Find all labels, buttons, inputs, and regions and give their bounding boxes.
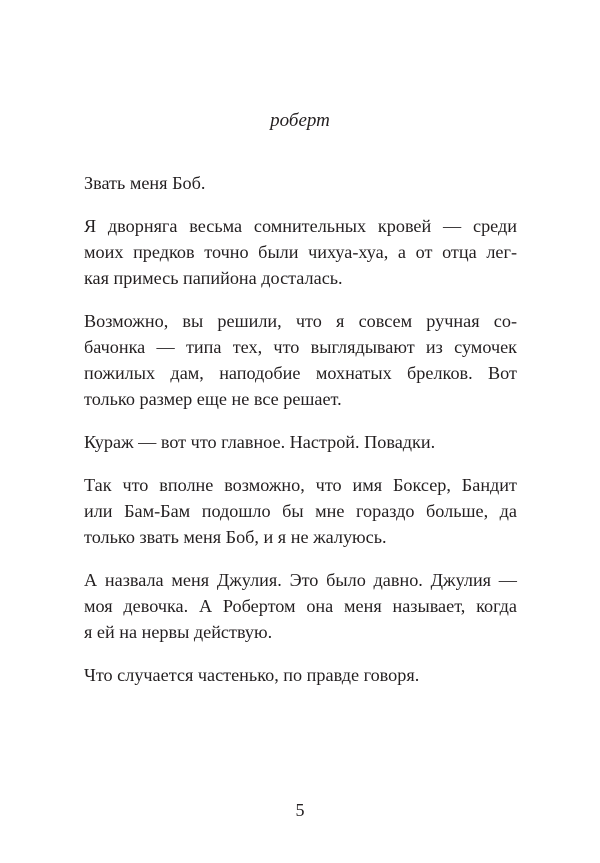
- text-line: Звать меня Боб.: [84, 173, 206, 193]
- text-line: Что случается частенько, по правде говоря.: [84, 665, 420, 685]
- paragraph: [84, 472, 517, 550]
- text-line: я ей на нервы действую.: [84, 622, 273, 642]
- text-line: моя девочка. А Робертом она меня называет, когда: [84, 596, 517, 616]
- text-line: Кураж — вот что главное. Настрой. Повадки.: [84, 432, 436, 452]
- paragraph: [84, 662, 517, 688]
- text-line: только звать меня Боб, и я не жалуюсь.: [84, 527, 387, 547]
- paragraph: [84, 170, 517, 196]
- text-line: бачонка — типа тех, что выглядывают из сумочек: [84, 337, 517, 357]
- paragraph: [84, 429, 517, 455]
- paragraph: [84, 567, 517, 645]
- body-text: [84, 170, 517, 705]
- paragraph: [84, 308, 517, 412]
- text-line: А назвала меня Джулия. Это было давно. Джулия —: [84, 570, 517, 590]
- text-line: пожилых дам, наподобие мохнатых брелков. Вот: [84, 363, 517, 383]
- page-number: 5: [295, 800, 305, 820]
- paragraph: [84, 213, 517, 291]
- chapter-title: роберт: [270, 110, 330, 131]
- text-line: или Бам-Бам подошло бы мне гораздо больше, да: [84, 501, 517, 521]
- text-line: Так что вполне возможно, что имя Боксер, Бандит: [84, 475, 517, 495]
- text-line: кая примесь папийона досталась.: [84, 268, 343, 288]
- text-line: только размер еще не все решает.: [84, 389, 342, 409]
- text-line: Возможно, вы решили, что я совсем ручная со-: [84, 311, 517, 331]
- text-line: моих предков точно были чихуа-хуа, а от отца лег-: [84, 242, 517, 262]
- text-line: Я дворняга весьма сомнительных кровей — среди: [84, 216, 517, 236]
